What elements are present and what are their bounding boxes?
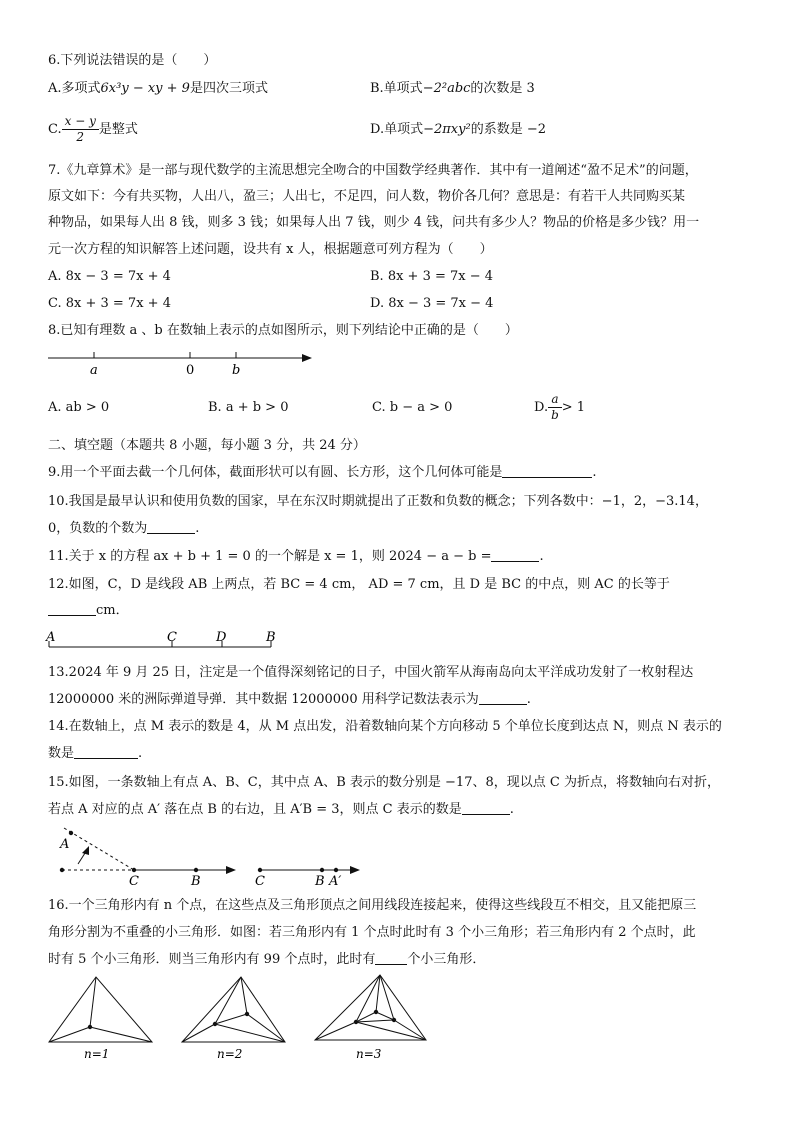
q8-label-a: a: [90, 363, 98, 378]
q16-line-2: 角形分割为不重叠的小三角形．如图：若三角形内有 1 个点时此时有 3 个小三角形；若三角形内有 2 个点时，此: [48, 925, 696, 940]
q6-option-c: C. $\frac{x - y}{2}$ 是整式: [48, 114, 138, 144]
q9: 9.用一个平面去截一个几何体，截面形状可以有圆、长方形，这个几何体可能是 .: [48, 465, 597, 480]
q15-point-A: [69, 831, 73, 835]
q7-option-c: C. 8x + 3 = 7x + 4: [48, 296, 171, 311]
q16-line-3: 时有 5 个小三角形．则当三角形内有 99 个点时，此时有 个小三角形．: [48, 952, 486, 967]
q7-line-1: 7.《九章算术》是一部与现代数学的主流思想完全吻合的中国数学经典著作．其中有一道阐述“盈不足术”的问题，: [48, 163, 698, 178]
q8-option-c: C. b − a > 0: [372, 400, 453, 415]
q7-line-4: 元一次方程的知识解答上述问题，设共有 x 人，根据题意可列方程为（ ）: [48, 242, 493, 257]
section-2-title: 二、填空题（本题共 8 小题，每小题 3 分，共 24 分）: [48, 438, 366, 453]
q7-line-3: 种物品，如果每人出 8 钱，则多 3 钱；如果每人出 7 钱，则少 4 钱，问共有多少人？物品的价格是多少钱？用一: [48, 215, 700, 230]
q15-point-B: [194, 868, 198, 872]
q14-line-2: 数是 .: [48, 746, 143, 761]
q15-point-C2: [258, 868, 262, 872]
q13-line-1: 13.2024 年 9 月 25 日，注定是一个值得深刻铭记的日子，中国火箭军从海南岛向太平洋成功发射了一枚射程达: [48, 665, 694, 680]
q6-option-b: B.单项式−2²abc的次数是 3: [370, 81, 535, 96]
q14-answer-blank[interactable]: [74, 745, 138, 759]
q15-answer-blank[interactable]: [462, 801, 510, 815]
q8-option-b: B. a + b > 0: [208, 400, 289, 415]
q12-line-1: 12.如图，C，D 是线段 AB 上两点，若 BC = 4 cm， AD = 7 cm，且 D 是 BC 的中点，则 AC 的长等于: [48, 577, 670, 592]
q12-answer-blank[interactable]: [48, 602, 96, 616]
q7-option-b: B. 8x + 3 = 7x − 4: [370, 269, 494, 284]
q15-line-1: 15.如图，一条数轴上有点 A、B、C，其中点 A、B 表示的数分别是 −17、8，现以点 C 为折点，将数轴向右对折，: [48, 775, 720, 790]
q15-point-C: [132, 868, 136, 872]
q15-label-B2: B: [315, 874, 325, 888]
q7-option-a: A. 8x − 3 = 7x + 4: [48, 269, 171, 284]
q16-answer-blank[interactable]: [375, 951, 407, 965]
q15-label-C1: C: [129, 874, 139, 888]
q11: 11.关于 x 的方程 ax + b + 1 = 0 的一个解是 x = 1，则 2024 − a − b = .: [48, 549, 544, 564]
q8-option-d: D. $\frac{a}{b}$ > 1: [534, 392, 586, 422]
q8-label-b: b: [232, 363, 241, 378]
q12-label-C: C: [167, 630, 177, 645]
q16-caption-n3: n=3: [356, 1047, 382, 1061]
q14-line-1: 14.在数轴上，点 M 表示的数是 4，从 M 点出发，沿着数轴向某个方向移动 5 个单位长度到达点 N，则点 N 表示的: [48, 719, 722, 734]
q13-line-2: 12000000 米的洲际弹道导弹．其中数据 12000000 用科学记数法表示为 .: [48, 692, 531, 707]
q8-label-0: 0: [186, 363, 195, 378]
q6-option-a: A.多项式6x³y − xy + 9是四次三项式: [48, 81, 268, 96]
q10-line-1: 10.我国是最早认识和使用负数的国家，早在东汉时期就提出了正数和负数的概念；下列各数中：−1，2，−3.14，: [48, 494, 708, 509]
q16-caption-n2: n=2: [217, 1047, 243, 1061]
q15-label-A: A: [60, 837, 70, 852]
q12-label-B: B: [266, 630, 276, 645]
q12-line-2: cm．: [48, 602, 129, 620]
q16-caption-n1: n=1: [84, 1047, 110, 1061]
q16-line-1: 16.一个三角形内有 n 个点，在这些点及三角形顶点之间用线段连接起来，使得这些线段互不相交，且又能把原三: [48, 898, 697, 913]
q15-point-B2: [320, 868, 324, 872]
q15-label-B1: B: [191, 874, 201, 888]
q15-label-A-prime: A′: [329, 874, 342, 888]
q15-label-C2: C: [255, 874, 265, 888]
q9-answer-blank[interactable]: [502, 464, 592, 478]
q16-triangle-n1: [44, 972, 164, 1062]
q15-fold-figure: [44, 822, 374, 888]
q7-option-d: D. 8x − 3 = 7x − 4: [370, 296, 494, 311]
q7-line-2: 原文如下：今有共买物，人出八，盈三；人出七，不足四，问人数，物价各几何？意思是：有若干人共同购买某: [48, 189, 686, 204]
q15-point-A2: [334, 868, 338, 872]
q11-answer-blank[interactable]: [491, 548, 539, 562]
q13-answer-blank[interactable]: [479, 691, 527, 705]
q12-segment-figure: [44, 627, 284, 653]
q6-c-fraction: $\frac{x - y}{2}$: [62, 114, 99, 145]
q10-line-2: 0，负数的个数为 .: [48, 521, 200, 536]
q15-line-2: 若点 A 对应的点 A′ 落在点 B 的右边，且 A′B = 3，则点 C 表示的数是 .: [48, 802, 514, 817]
q6-stem: 6.下列说法错误的是（ ）: [48, 53, 217, 68]
q6-option-d: D.单项式−2πxy²的系数是 −2: [370, 122, 546, 137]
q16-triangle-n2: [177, 972, 297, 1062]
q8-stem: 8.已知有理数 a 、b 在数轴上表示的点如图所示，则下列结论中正确的是（ ）: [48, 323, 518, 338]
q8-d-fraction: $\frac{a}{b}$: [548, 392, 562, 423]
q8-number-line: [44, 348, 324, 378]
q16-triangle-n3: [310, 972, 440, 1062]
q8-option-a: A. ab > 0: [48, 400, 110, 415]
q12-label-D: D: [216, 630, 227, 645]
q12-label-A: A: [46, 630, 56, 645]
q10-answer-blank[interactable]: [147, 520, 195, 534]
